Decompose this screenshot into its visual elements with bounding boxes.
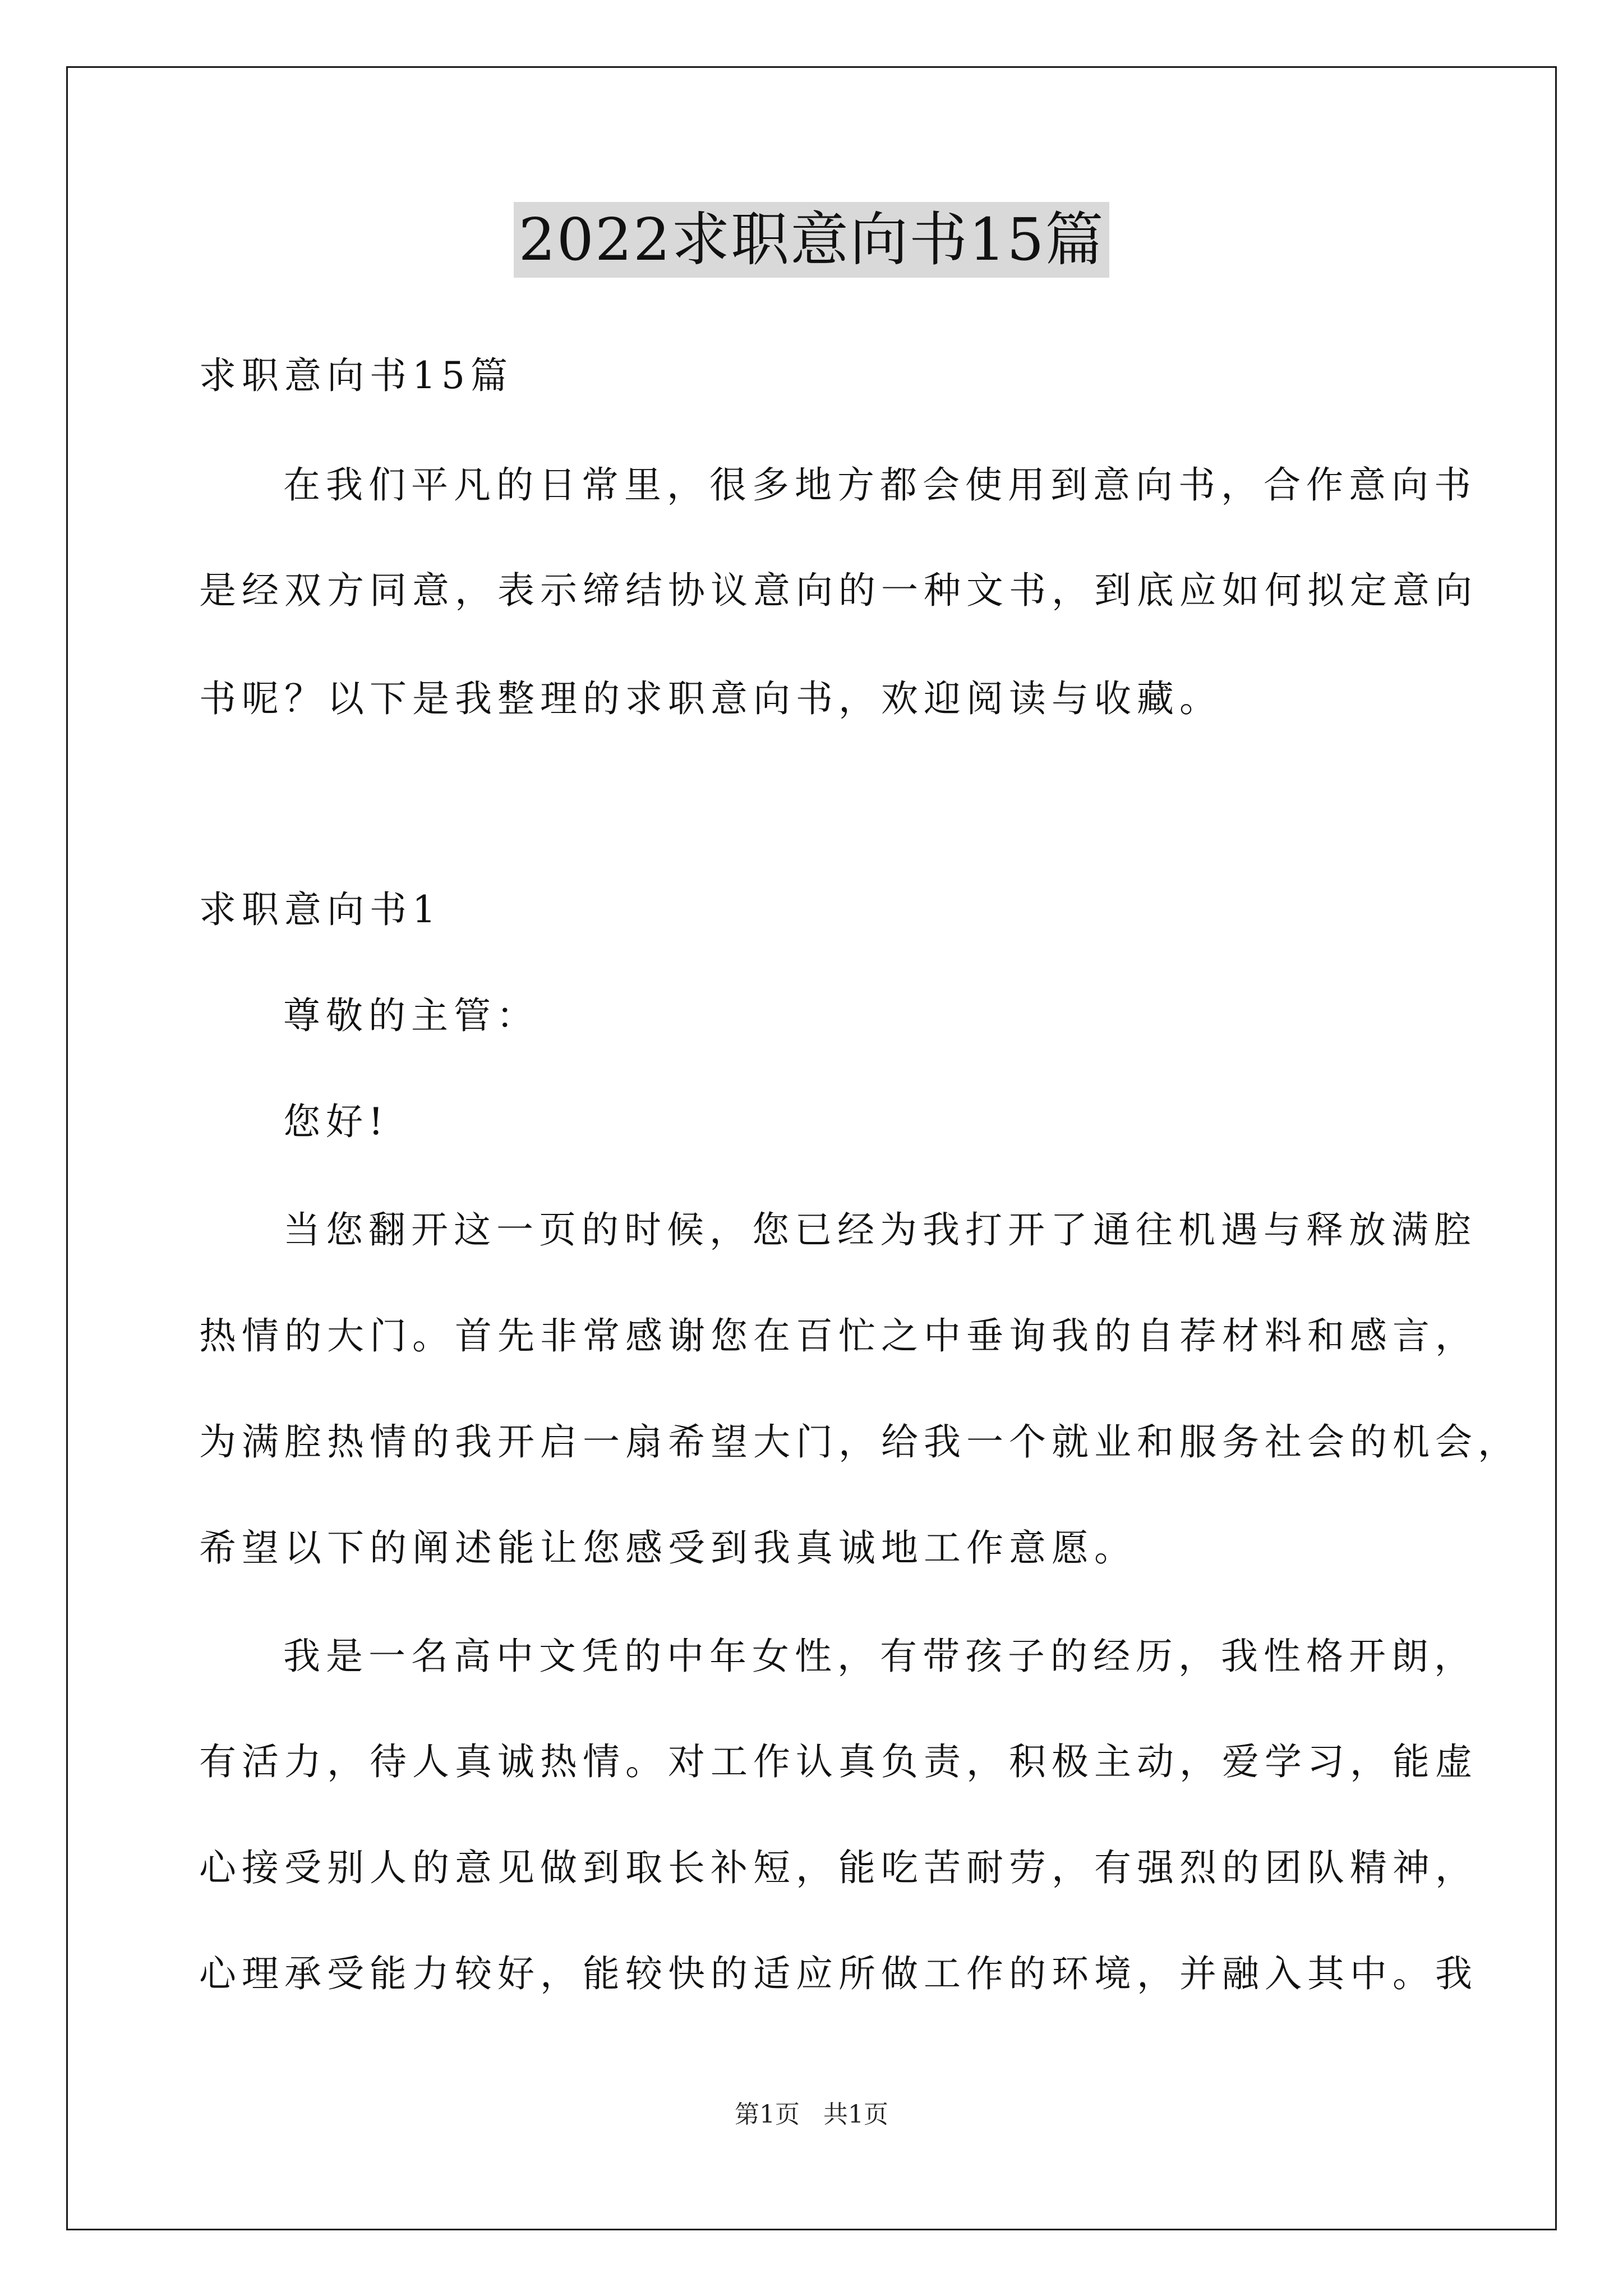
salutation: 尊敬的主管： <box>283 994 539 1037</box>
greeting: 您好! <box>283 1100 389 1143</box>
paragraph-2-line-2: 有活力，待人真诚热情。对工作认真负责，积极主动，爱学习，能虚 <box>199 1740 1478 1783</box>
paragraph-2-line-3: 心接受别人的意见做到取长补短，能吃苦耐劳，有强烈的团队精神， <box>199 1846 1478 1889</box>
page-footer: 第1页 共1页 <box>735 2100 888 2129</box>
paragraph-1-line-1: 当您翻开这一页的时候，您已经为我打开了通往机遇与释放满腔 <box>283 1208 1477 1251</box>
document-title: 2022求职意向书15篇 <box>514 202 1109 278</box>
paragraph-1-line-3: 为满腔热情的我开启一扇希望大门，给我一个就业和服务社会的机会， <box>199 1420 1520 1464</box>
intro-line-3: 书呢？以下是我整理的求职意向书，欢迎阅读与收藏。 <box>199 677 1222 720</box>
paragraph-2-line-1: 我是一名高中文凭的中年女性，有带孩子的经历，我性格开朗， <box>283 1635 1477 1678</box>
paragraph-1-line-2: 热情的大门。首先非常感谢您在百忙之中垂询我的自荐材料和感言， <box>199 1314 1478 1358</box>
title-container <box>0 202 1623 278</box>
section-heading: 求职意向书1 <box>199 888 441 931</box>
intro-line-1: 在我们平凡的日常里，很多地方都会使用到意向书，合作意向书 <box>283 463 1477 507</box>
paragraph-1-line-4: 希望以下的阐述能让您感受到我真诚地工作意愿。 <box>199 1526 1137 1570</box>
intro-line-2: 是经双方同意，表示缔结协议意向的一种文书，到底应如何拟定意向 <box>199 569 1478 612</box>
paragraph-2-line-4: 心理承受能力较好，能较快的适应所做工作的环境，并融入其中。我 <box>199 1952 1478 1995</box>
document-subtitle: 求职意向书15篇 <box>199 354 513 397</box>
